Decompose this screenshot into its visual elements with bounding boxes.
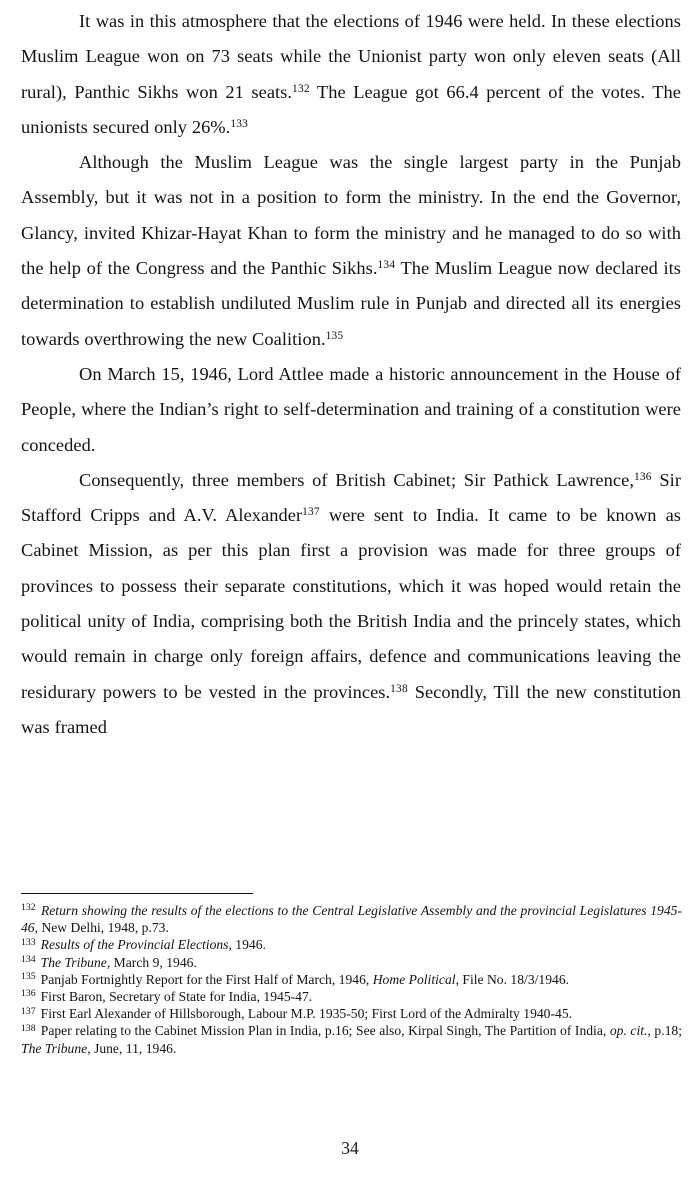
footnote-132: $^{132}$ Return showing the results of the elections to the Central Legislative Assembly and the provincial Legislatures 1945-46, New Delhi, 1948, p.73. xyxy=(21,902,682,936)
body-text-block xyxy=(21,4,681,745)
footnote-reference-133[interactable]: 133 xyxy=(230,117,249,130)
footnote-136: $^{136}$ First Baron, Secretary of State for India, 1945-47. xyxy=(21,988,313,1005)
italic-title: op. cit. xyxy=(609,1023,648,1039)
italic-title: Return showing the results of the elections to the Central Legislative Assembly and the provincial Legislatures 1945-46 xyxy=(21,903,682,936)
para-attlee-announcement: On March 15, 1946, Lord Attlee made a historic announcement in the House of People, where the Indian’s right to self-determination and training of a constitution were conceded. xyxy=(21,363,681,455)
para-punjab-assembly: Although the Muslim League was the single largest party in the Punjab Assembly, but it was not in a position to form the ministry. In the end the Governor, Glancy, invited Khizar-Hayat Khan to form the ministry and he managed to do so with the help of the Congress and the Panthic Sikhs.$^{134}$ The Muslim League now declared its determination to establish undiluted Muslim rule in Punjab and directed all its energies towards overthrowing the new Coalition.$^{135}$ xyxy=(21,152,681,349)
footnote-reference-135[interactable]: 135 xyxy=(325,329,344,342)
footnote-134: $^{134}$ The Tribune, March 9, 1946. xyxy=(21,953,197,970)
footnote-number-136: 136 xyxy=(21,988,36,1000)
footnote-number-132: 132 xyxy=(21,902,36,914)
italic-title: The Tribune xyxy=(21,1040,88,1056)
footnote-reference-137[interactable]: 137 xyxy=(302,506,320,519)
footnote-separator-rule xyxy=(21,893,253,894)
footnote-135: $^{135}$ Panjab Fortnightly Report for the First Half of March, 1946, Home Political, File No. 18/3/1946. xyxy=(21,971,570,987)
italic-title: The Tribune, xyxy=(40,954,111,970)
footnote-number-133: 133 xyxy=(21,936,36,948)
footnote-reference-138[interactable]: 138 xyxy=(390,682,408,695)
footnote-reference-134[interactable]: 134 xyxy=(377,259,396,272)
italic-title: Home Political xyxy=(372,971,456,987)
footnote-number-135: 135 xyxy=(21,971,36,983)
footnote-list xyxy=(21,902,682,1057)
footnote-reference-132[interactable]: 132 xyxy=(292,82,310,95)
footnote-138: $^{138}$ Paper relating to the Cabinet Mission Plan in India, p.16; See also, Kirpal Singh, The Partition of India, op. cit., p.18; The Tribune, June, 11, 1946. xyxy=(21,1022,682,1056)
italic-title: Results of the Provincial Elections xyxy=(40,937,229,953)
footnote-number-138: 138 xyxy=(21,1022,36,1034)
footnote-number-134: 134 xyxy=(21,953,36,965)
footnote-reference-136[interactable]: 136 xyxy=(633,470,652,483)
page-number: 34 xyxy=(341,1138,359,1158)
footnote-133: $^{133}$ Results of the Provincial Elections, 1946. xyxy=(21,936,266,953)
para-cabinet-mission: Consequently, three members of British Cabinet; Sir Pathick Lawrence,$^{136}$ Sir Stafford Cripps and A.V. Alexander$^{137}$ were sent to India. It came to be known as Cabinet Mission, as per this plan first a provision was made for three groups of provinces to possess their separate constitutions, which it was hoped would retain the political unity of India, comprising both the British India and the princely states, which would remain in charge only foreign affairs, defence and communications leaving the residurary powers to be vested in the provinces.$^{138}$ Secondly, Till the new constitution was framed xyxy=(21,469,681,737)
footnote-number-137: 137 xyxy=(21,1005,36,1017)
footnote-area xyxy=(21,893,682,1057)
footnote-137: $^{137}$ First Earl Alexander of Hillsborough, Labour M.P. 1935-50; First Lord of the Admiralty 1940-45. xyxy=(21,1005,573,1022)
para-elections-1946: It was in this atmosphere that the elections of 1946 were held. In these elections Muslim League won on 73 seats while the Unionist party won only eleven seats (All rural), Panthic Sikhs won 21 seats.$^{132}$ The League got 66.4 percent of the votes. The unionists secured only 26%.$^{133}$ xyxy=(21,11,681,137)
